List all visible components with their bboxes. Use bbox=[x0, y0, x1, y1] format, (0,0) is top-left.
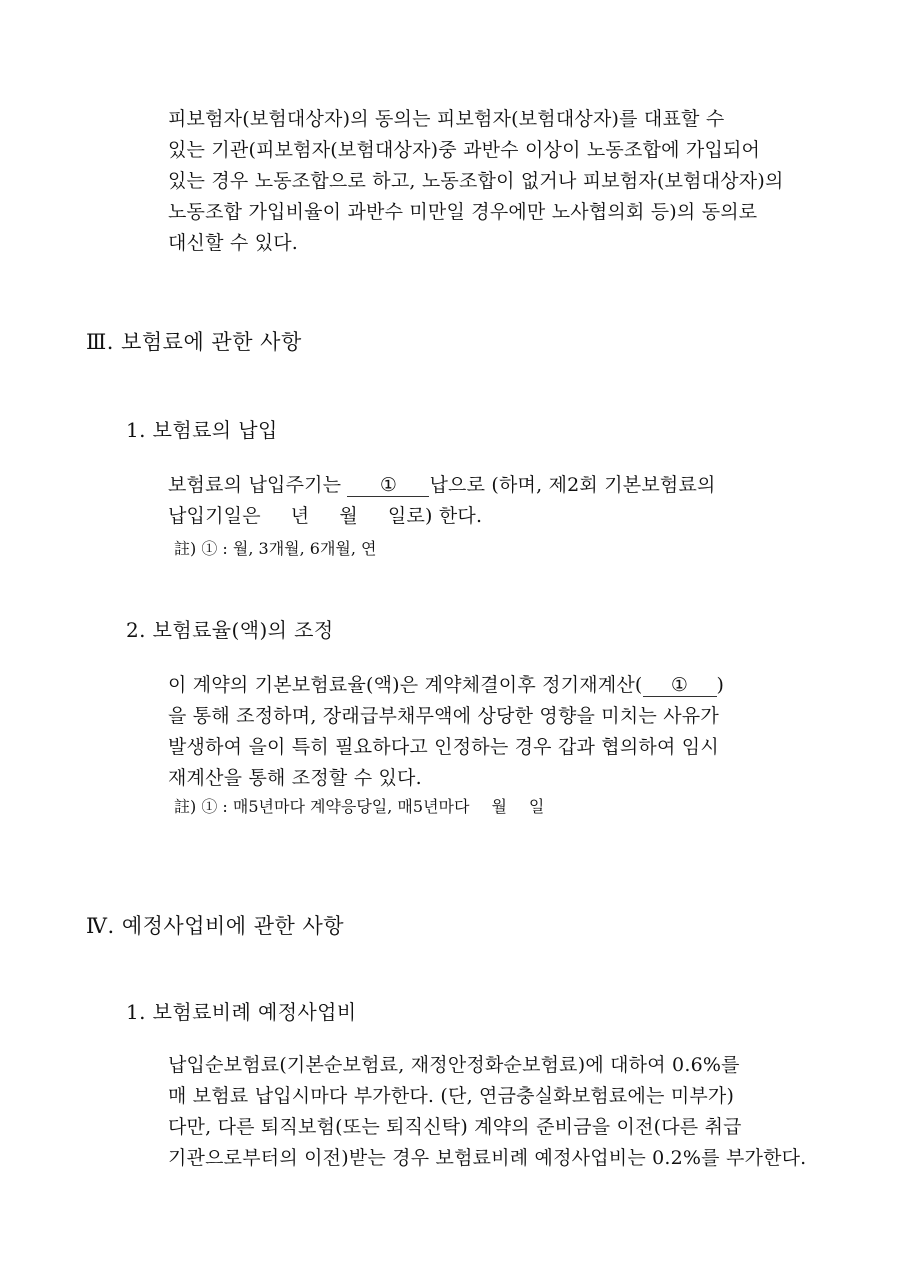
due-date-year: 년 bbox=[290, 505, 310, 527]
proportional-expense-paragraph bbox=[168, 1050, 806, 1174]
paragraph-line: 납입순보험료(기본순보험료, 재정안정화순보험료)에 대하여 0.6%를 bbox=[168, 1054, 740, 1076]
consent-paragraph bbox=[168, 104, 784, 259]
paragraph-line bbox=[168, 501, 716, 532]
paragraph-line: 대신할 수 있다. bbox=[168, 232, 299, 254]
due-date-day: 일로) 한다. bbox=[387, 505, 483, 527]
subsection-title-premium-payment: 1. 보험료의 납입 bbox=[126, 418, 278, 442]
recalculation-note-month: 월 bbox=[491, 797, 507, 816]
paragraph-line bbox=[168, 670, 724, 701]
paragraph-line: 다만, 다른 퇴직보험(또는 퇴직신탁) 계약의 준비금을 이전(다른 취급 bbox=[168, 1116, 742, 1138]
paragraph-line: 피보험자(보험대상자)의 동의는 피보험자(보험대상자)를 대표할 수 bbox=[168, 108, 725, 130]
due-date-month: 월 bbox=[339, 505, 358, 527]
recalculation-blank: ① bbox=[643, 674, 717, 697]
recalculation-note bbox=[174, 796, 544, 818]
paragraph-line: 있는 경우 노동조합으로 하고, 노동조합이 없거나 피보험자(보험대상자)의 bbox=[168, 170, 784, 192]
recalculation-label: 이 계약의 기본보험료율(액)은 계약체결이후 정기재계산( bbox=[168, 674, 643, 696]
premium-payment-paragraph bbox=[168, 470, 716, 532]
payment-cycle-note: 註) ① : 월, 3개월, 6개월, 연 bbox=[174, 539, 377, 558]
section-heading-expense: Ⅳ. 예정사업비에 관한 사항 bbox=[86, 914, 345, 938]
paragraph-line: 매 보험료 납입시마다 부가한다. (단, 연금충실화보험료에는 미부가) bbox=[168, 1085, 735, 1107]
recalculation-note-day: 일 bbox=[528, 797, 545, 816]
paragraph-line: 을 통해 조정하며, 장래급부채무액에 상당한 영향을 미치는 사유가 bbox=[168, 705, 719, 727]
recalculation-note-text: 註) ① : 매5년마다 계약응당일, 매5년마다 bbox=[174, 797, 470, 816]
paragraph-line: 재계산을 통해 조정할 수 있다. bbox=[168, 767, 422, 789]
paragraph-line: 노동조합 가입비율이 과반수 미만일 경우에만 노사협의회 등)의 동의로 bbox=[168, 201, 758, 223]
subsection-title-rate-adjustment: 2. 보험료율(액)의 조정 bbox=[126, 618, 334, 642]
paragraph-line bbox=[168, 470, 716, 501]
paragraph-line: 기관으로부터의 이전)받는 경우 보험료비례 예정사업비는 0.2%를 부가한다. bbox=[168, 1147, 807, 1169]
payment-cycle-label: 보험료의 납입주기는 bbox=[168, 474, 342, 496]
subsection-title-proportional-expense: 1. 보험료비례 예정사업비 bbox=[126, 1000, 357, 1024]
paragraph-line: 발생하여 을이 특히 필요하다고 인정하는 경우 갑과 협의하여 임시 bbox=[168, 736, 719, 758]
rate-adjustment-paragraph bbox=[168, 670, 724, 794]
section-heading-premium: Ⅲ. 보험료에 관한 사항 bbox=[86, 330, 302, 354]
recalculation-close: ) bbox=[716, 674, 725, 696]
paragraph-line: 있는 기관(피보험자(보험대상자)중 과반수 이상이 노동조합에 가입되어 bbox=[168, 139, 761, 161]
payment-cycle-suffix: 납으로 (하며, 제2회 기본보험료의 bbox=[429, 474, 716, 496]
due-date-label: 납입기일은 bbox=[168, 505, 261, 527]
payment-cycle-blank: ① bbox=[347, 474, 429, 497]
